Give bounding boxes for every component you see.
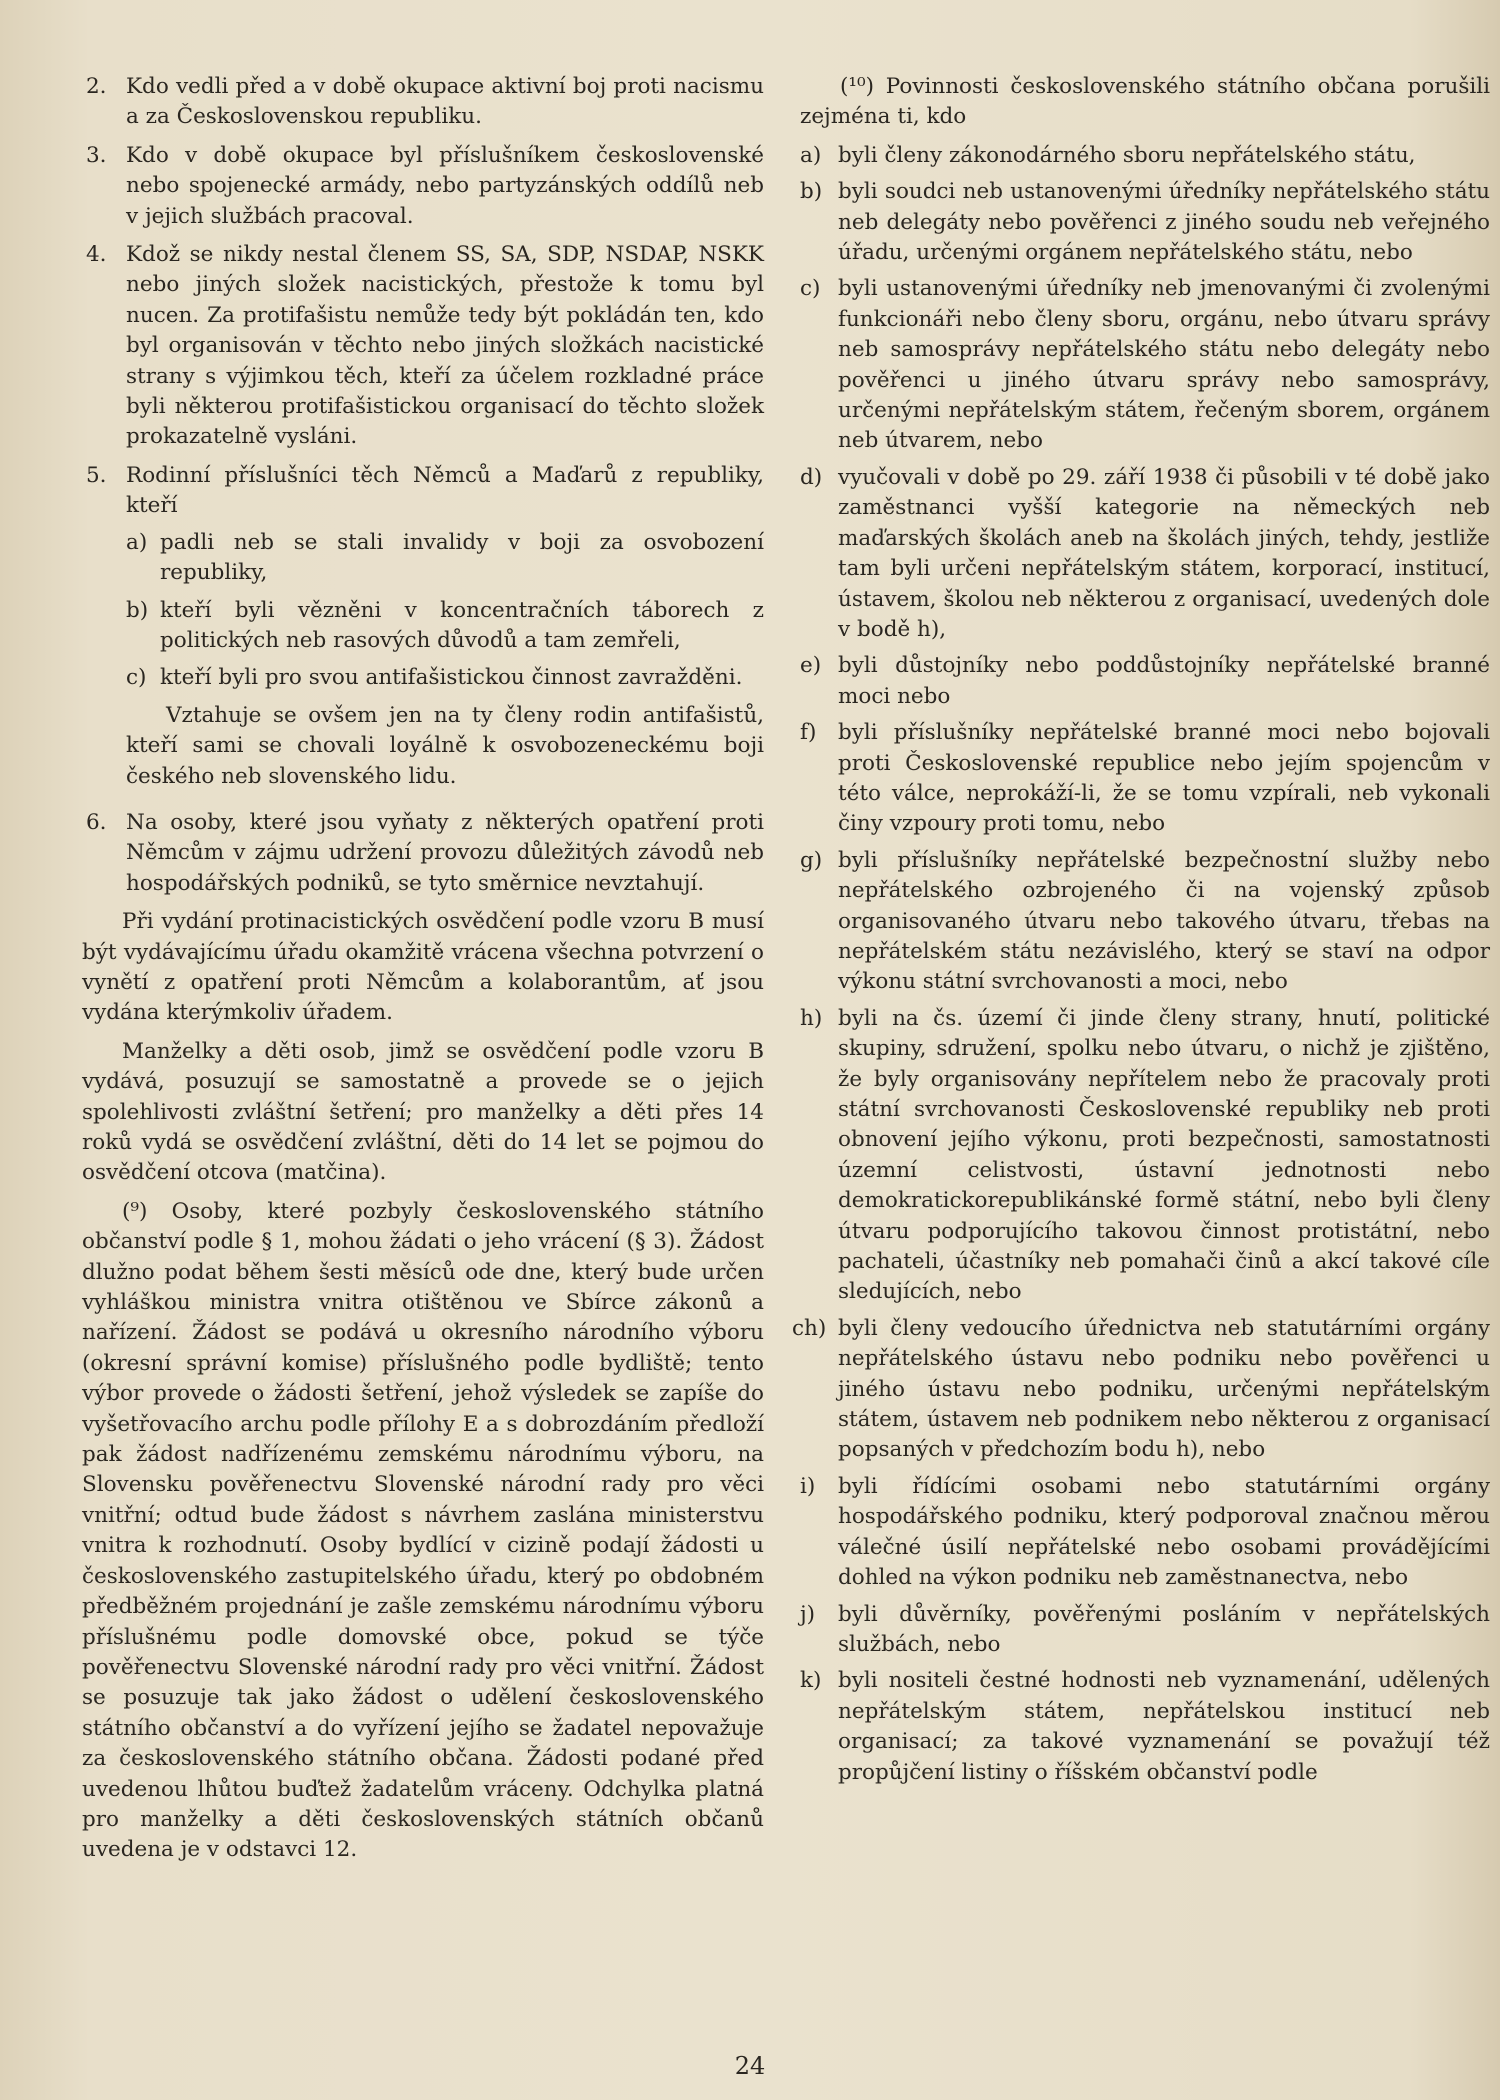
left-column [82, 72, 764, 1874]
page-number: 24 [734, 2052, 766, 2080]
list-item [800, 463, 1490, 645]
sub-text: kteří byli pro svou antifašistickou činnost zavražděni. [160, 665, 743, 691]
item-text: byli soudci neb ustanovenými úředníky nepřátelského státu neb delegáty nebo pověřenci z jiného soudu neb veřejného úřadu, určenými orgánem nepřátelského státu, nebo [838, 179, 1490, 266]
item-label: b) [800, 179, 823, 205]
sub-item [126, 528, 764, 589]
list-item [800, 141, 1490, 171]
paragraph: Manželky a děti osob, jimž se osvědčení podle vzoru B vydává, posuzují se samostatně a provede se o jejich spolehlivosti zvláštní šetření; pro manželky a děti přes 14 roků vydá se osvědčení zvláštní, děti do 14 let se pojmou do osvědčení otcova (matčina). [82, 1038, 764, 1186]
list-item [82, 461, 764, 800]
item-label: c) [800, 276, 821, 302]
sub-label: c) [126, 665, 147, 691]
item-label: a) [800, 142, 822, 168]
item-text: Na osoby, které jsou vyňaty z některých opatření proti Němcům v zájmu udržení provozu důležitých závodů neb hospodářských podniků, se tyto směrnice nevztahují. [126, 809, 764, 896]
item-text: Kdož se nikdy nestal členem SS, SA, SDP, NSDAP, NSKK nebo jiných složek nacistických, přestože k tomu byl nucen. Za protifašistu nemůže tedy být pokládán ten, kdo byl organisován v těchto nebo jiných složkách nacistické strany s výjimkou těch, kteří za účelem rozkladné práce byli některou protifašistickou organisací do těchto složek prokazatelně vysláni. [126, 242, 764, 450]
list-item [82, 240, 764, 453]
list-item [800, 274, 1490, 456]
list-item [800, 718, 1490, 840]
item-text: byli na čs. území či jinde členy strany, hnutí, politické skupiny, sdružení, spolku nebo útvaru, o nichž je zjištěno, že byly organisovány nepřítelem nebo že pracovaly proti státní svrchovanosti Československé republiky neb proti obnovení jejího výkonu, proti bezpečnosti, samostatnosti územní celistvosti, ústavní jednotnosti nebo demokratickorepublikánské formě státní, nebo byli členy útvaru podporujícího takovou činnost protistátní, nebo pachateli, účastníky neb pomahači činů a akcí takové cíle sledujících, nebo [838, 1005, 1490, 1305]
item-text: vyučovali v době po 29. září 1938 či působili v té době jako zaměstnanci vyšší kategorie na německých neb maďarských školách aneb na školách jiných, tehdy, jestliže tam byli určeni nepřátelským státem, korporací, institucí, ústavem, školou neb některou z organisací, uvedených dole v bodě h), [838, 464, 1490, 642]
item-label: i) [800, 1473, 816, 1499]
obligations-list [792, 141, 1490, 1788]
list-item [82, 72, 764, 133]
list-item [792, 1314, 1490, 1466]
sub-text: padli neb se stali invalidy v boji za osvobození republiky, [160, 529, 764, 586]
item-text: byli důvěrníky, pověřenými posláním v nepřátelských službách, nebo [838, 1601, 1490, 1657]
item-label: g) [800, 847, 823, 873]
item-label: d) [800, 464, 823, 490]
item-text: byli příslušníky nepřátelské bezpečnostní služby nebo nepřátelského ozbrojeného či na vojenský způsob organisovaného útvaru nebo takového útvaru, třebas na nepřátelském státu nezávislého, který se staví na odpor výkonu státní svrchovanosti a moci, nebo [838, 847, 1490, 995]
item-text: byli nositeli čestné hodnosti neb vyznamenání, udělených nepřátelským státem, nepřátelskou institucí neb organisací; za takové vyznamenání se považují též propůjčení listiny o říšském občanství podle [838, 1668, 1490, 1785]
item-text: Rodinní příslušníci těch Němců a Maďarů z republiky, kteří [126, 462, 764, 519]
list-item [800, 1600, 1490, 1661]
item-text: byli ustanovenými úředníky neb jmenovanými či zvolenými funkcionáři nebo členy sboru, orgánu, nebo útvaru správy neb samosprávy nepřátelského státu nebo delegáty nebo pověřenci u jiného útvaru správy nebo samosprávy, určenými nepřátelským státem, řečeným sborem, orgánem neb útvarem, nebo [838, 276, 1490, 454]
list-item [800, 651, 1490, 712]
sub-label: b) [126, 597, 149, 623]
paragraph: Při vydání protinacistických osvědčení podle vzoru B musí být vydávajícímu úřadu okamžitě vrácena všechna potvrzení o vynětí z opatření proti Němcům a kolaborantům, ať jsou vydána kterýmkoliv úřadem. [82, 909, 764, 1026]
item-text: byli členy vedoucího úřednictva neb statutárními orgány nepřátelského ústavu nebo podniku nebo pověřenci u jiného ústavu nebo podniku, určenými nepřátelským státem, ústavem neb podnikem nebo některou z organisací popsaných v předchozím bodu h), nebo [838, 1315, 1490, 1463]
list-item [800, 846, 1490, 998]
list-item [800, 1004, 1490, 1308]
item-text: byli důstojníky nebo poddůstojníky nepřátelské branné moci nebo [838, 653, 1490, 709]
item-number: 6. [86, 809, 107, 835]
sub-list [126, 528, 764, 792]
list-item [800, 1472, 1490, 1594]
item-number: 3. [86, 142, 107, 168]
item-text: Kdo v době okupace byl příslušníkem československé nebo spojenecké armády, nebo partyzánských oddílů neb v jejich službách pracoval. [126, 142, 764, 229]
item-number: 4. [86, 242, 107, 268]
sub-label: a) [126, 529, 148, 555]
item-label: ch) [792, 1315, 827, 1341]
item-text: byli členy zákonodárného sboru nepřátelského státu, [838, 142, 1416, 168]
item-text: byli příslušníky nepřátelské branné moci nebo bojovali proti Československé republice nebo jejím spojencům v této válce, neprokáží-li, že se tomu vzpírali, neb vykonali činy vzpoury proti tomu, nebo [838, 720, 1490, 837]
footnote-paragraph: (⁹) Osoby, které pozbyly československého státního občanství podle § 1, mohou žádati o jeho vrácení (§ 3). Žádost dlužno podat během šesti měsíců ode dne, který bude určen vyhláškou ministra vnitra otištěnou ve Sbírce zákonů a nařízení. Žádost se podává u okresního národního výboru (okresní správní komise) příslušného podle bydliště; tento výbor provede o žádosti šetření, jehož výsledek se zapíše do vyšetřovacího archu podle přílohy E a s dobrozdáním předloží pak žádost nadřízenému zemskému národnímu výboru, na Slovensku pověřenectvu Slovenské národní rady pro věci vnitřní; odtud bude žádost s návrhem zaslána ministerstvu vnitra k rozhodnutí. Osoby bydlící v cizině podají žádosti u československého zastupitelského úřadu, který po obdobném předběžném projednání je zašle zemskému národnímu výboru příslušnému podle domovské obce, pokud se týče pověřenectvu Slovenské národní rady pro věci vnitřní. Žádost se posuzuje tak jako žádost o udělení československého státního občanství a do vyřízení jejího se žadatel nepovažuje za československého státního občana. Žádosti podané před uvedenou lhůtou buďtež žadatelům vráceny. Odchylka platná pro manželky a děti československých státních občanů uvedena je v odstavci 12. [82, 1198, 764, 1863]
item-body [126, 461, 764, 800]
item-label: j) [800, 1601, 816, 1627]
item-label: k) [800, 1668, 822, 1694]
sub-item [126, 663, 764, 693]
list-item [82, 141, 764, 232]
item-number: 5. [86, 462, 107, 488]
item-label: f) [800, 720, 817, 746]
item-label: e) [800, 653, 822, 679]
item-text: byli řídícími osobami nebo statutárními orgány hospodářského podniku, který podporoval značnou měrou válečné úsilí nepřátelské nebo osobami provádějícími dohled na výkon podniku neb zaměstnanectva, nebo [838, 1473, 1490, 1591]
right-column [792, 72, 1490, 1794]
sub-text: kteří byli vězněni v koncentračních táborech z politických neb rasových důvodů a tam zemřeli, [160, 597, 764, 653]
list-item [82, 808, 764, 899]
item-number: 2. [86, 74, 107, 99]
footnote-intro: (¹⁰) Povinnosti československého státního občana porušili zejména ti, kdo [800, 74, 1490, 130]
list-item [800, 177, 1490, 268]
item-text: Kdo vedli před a v době okupace aktivní boj proti nacismu a za Československou republiku. [126, 74, 764, 130]
list-item [800, 1666, 1490, 1788]
sub-note: Vztahuje se ovšem jen na ty členy rodin antifašistů, kteří sami se chovali loyálně k osvobozeneckému boji českého neb slovenského lidu. [126, 702, 764, 789]
item-label: h) [800, 1005, 823, 1031]
sub-item [126, 596, 764, 657]
